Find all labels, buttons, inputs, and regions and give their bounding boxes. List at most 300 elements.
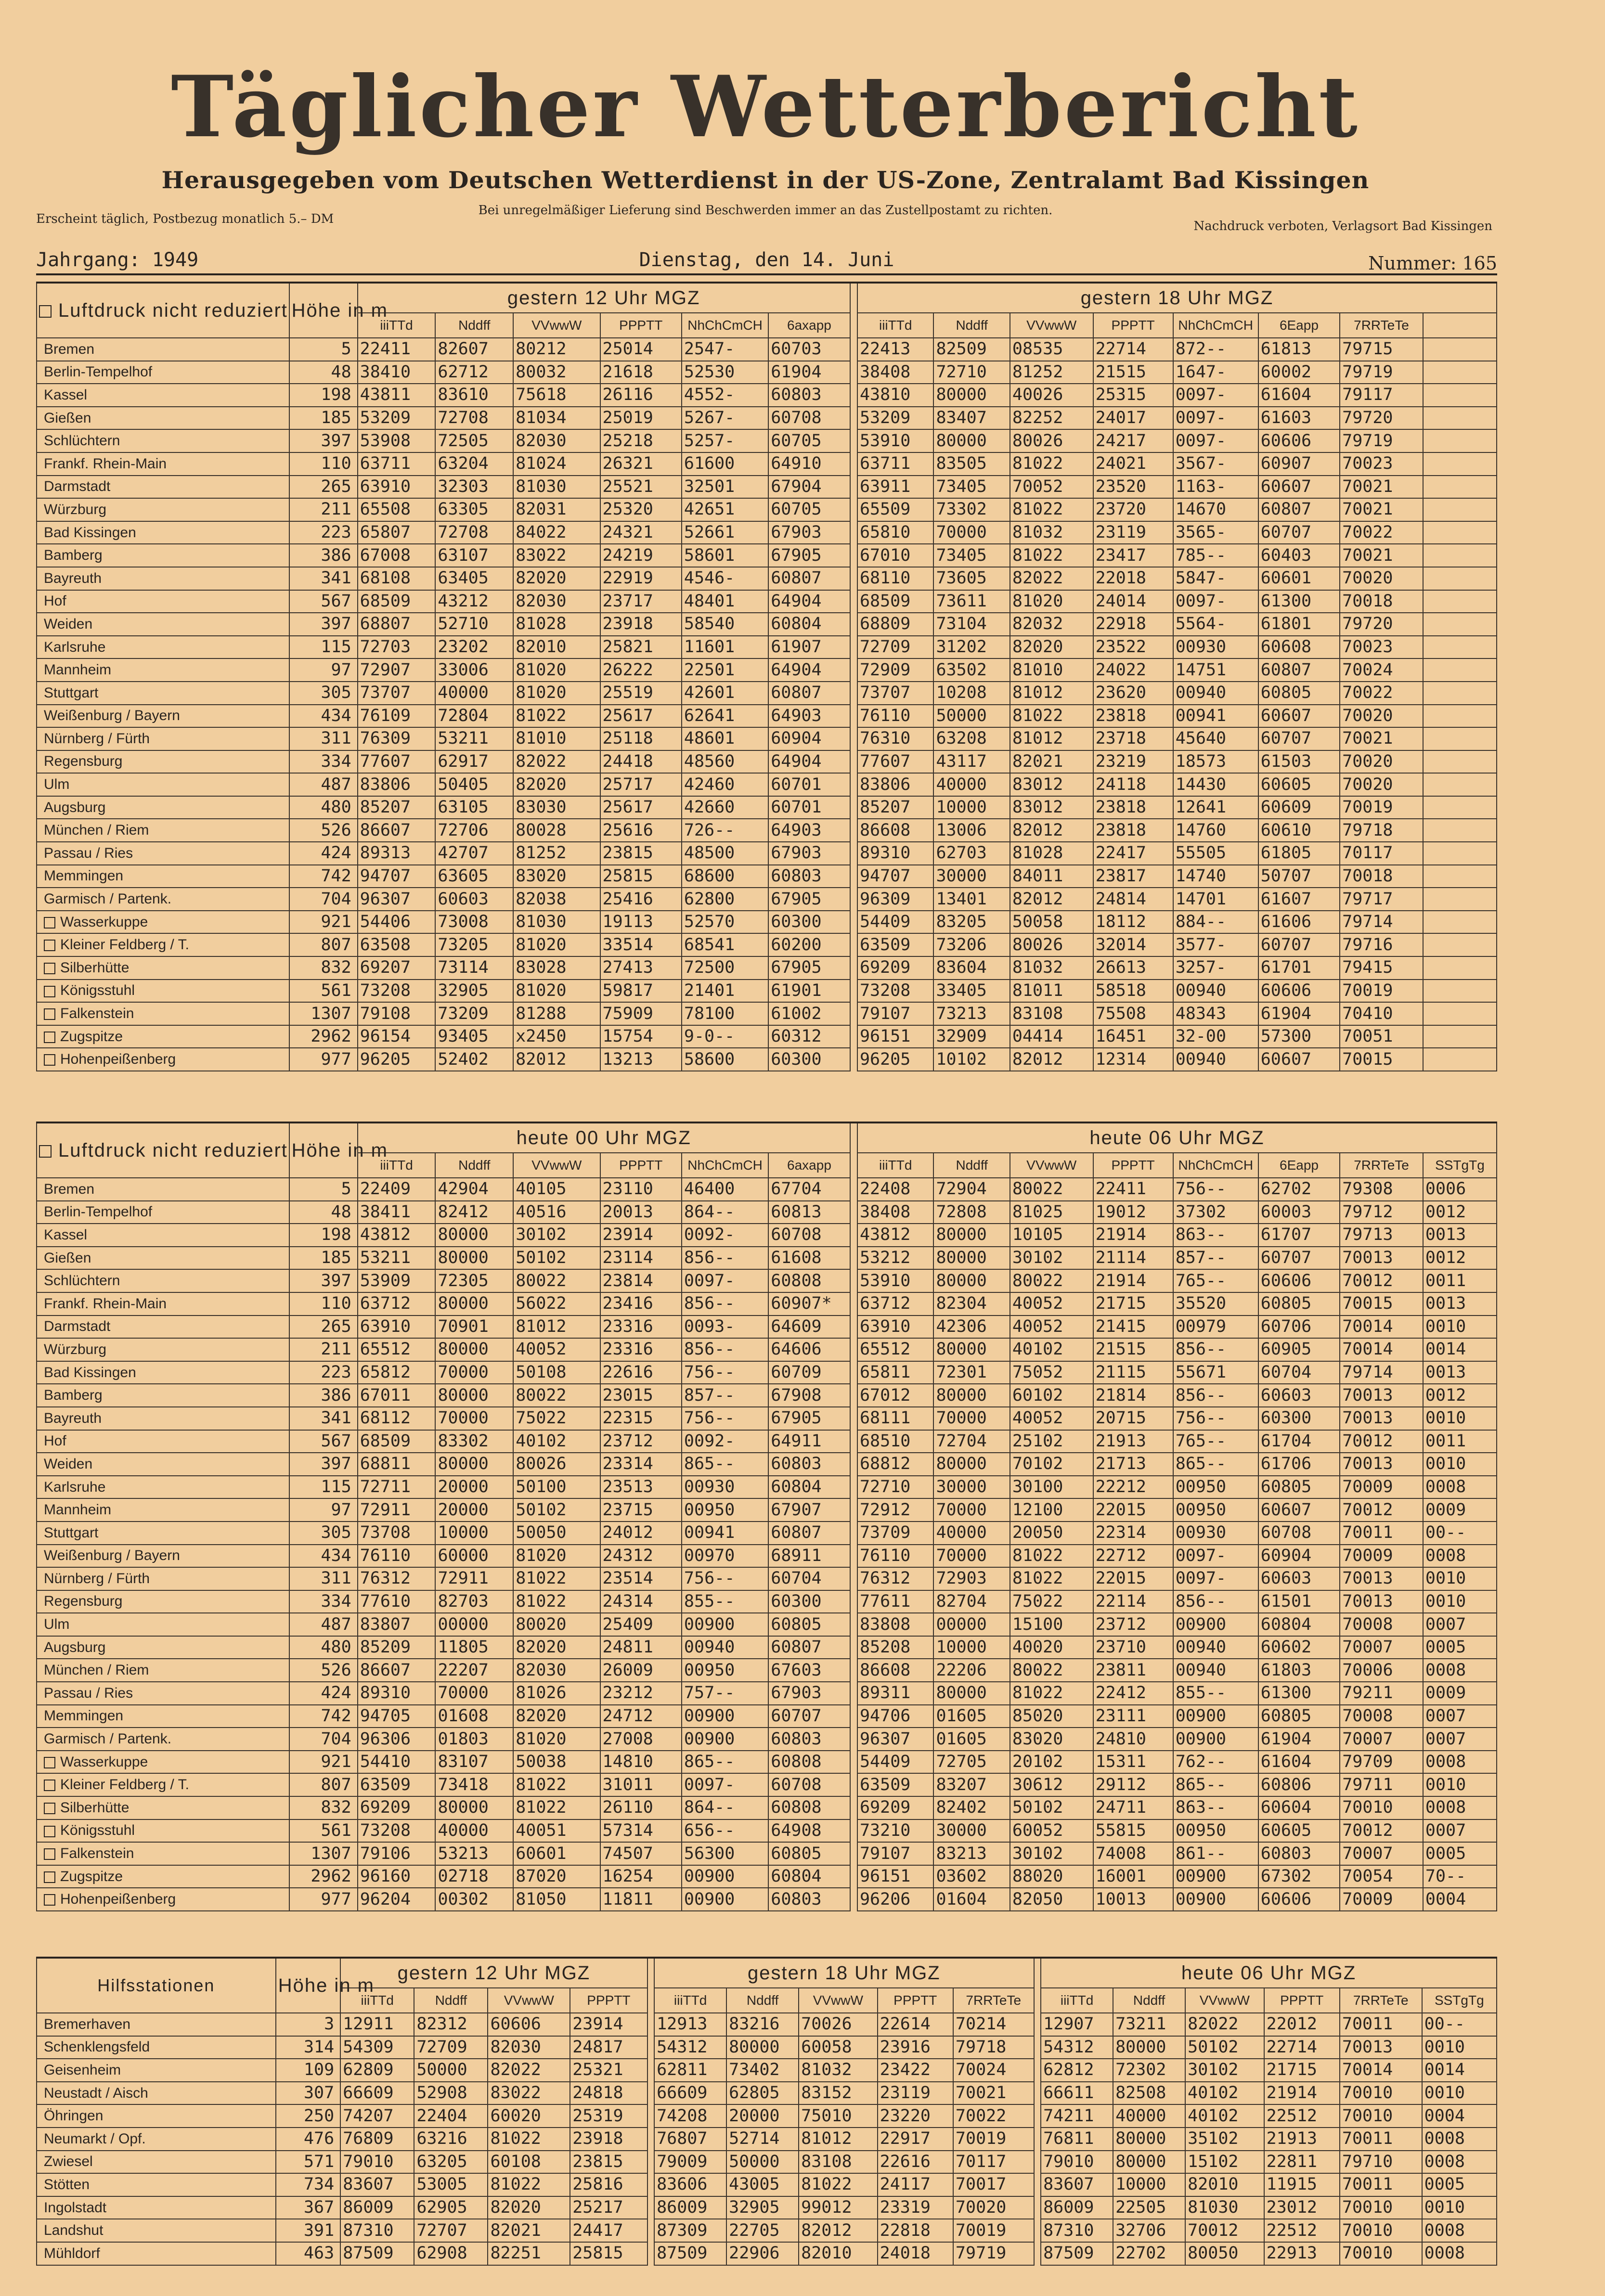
obs-value: 61707	[1258, 1224, 1340, 1247]
obs-value: 60806	[1258, 1773, 1340, 1796]
spacer	[1034, 1988, 1041, 2013]
obs-value: 61904	[768, 361, 850, 384]
obs-value: 61300	[1258, 1682, 1340, 1705]
obs-value: 77611	[857, 1590, 933, 1613]
obs-value: 70008	[1340, 1705, 1423, 1728]
spacer	[647, 1988, 654, 2013]
obs-value: 60708	[768, 407, 850, 430]
obs-value: 82020	[513, 773, 600, 796]
station-label: Passau / Ries	[44, 845, 133, 861]
spacer	[1034, 2151, 1041, 2174]
obs-value: 00941	[682, 1522, 768, 1545]
table-row	[37, 1590, 1497, 1613]
obs-value: 00940	[1173, 1048, 1258, 1071]
obs-value: 60003	[1258, 1201, 1340, 1224]
obs-value: 0007	[1423, 1819, 1497, 1843]
elevation: 977	[289, 1888, 358, 1911]
obs-value: 43812	[358, 1224, 436, 1247]
obs-value: 79010	[340, 2151, 414, 2174]
obs-value: 21515	[1093, 1338, 1173, 1361]
obs-value: 856--	[1173, 1384, 1258, 1407]
obs-value: 21814	[1093, 1384, 1173, 1407]
station-name	[37, 1728, 289, 1751]
obs-value: 84011	[1010, 865, 1093, 888]
obs-value: 23717	[600, 590, 682, 613]
obs-value: 74008	[1093, 1842, 1173, 1865]
table-row	[37, 1002, 1497, 1025]
obs-value: 01604	[933, 1888, 1010, 1911]
obs-value: 82012	[1010, 888, 1093, 911]
obs-value: 43117	[933, 750, 1010, 774]
obs-value: 85209	[358, 1636, 436, 1659]
elevation: 567	[289, 590, 358, 613]
obs-value: 69209	[857, 956, 933, 980]
obs-value: 81022	[513, 1796, 600, 1819]
obs-value: 25320	[600, 498, 682, 521]
obs-value: 14740	[1173, 865, 1258, 888]
spacer	[647, 2173, 654, 2196]
obs-value: 73707	[358, 682, 436, 705]
spacer	[647, 2242, 654, 2265]
obs-value: 81022	[488, 2128, 570, 2151]
obs-value: 43812	[857, 1224, 933, 1247]
obs-value: 60607	[1258, 705, 1340, 728]
spacer	[647, 2219, 654, 2242]
obs-value: 22917	[878, 2128, 953, 2151]
time-header: gestern 12 Uhr MGZ	[358, 283, 850, 313]
station-name	[37, 1842, 289, 1865]
elevation: 742	[289, 865, 358, 888]
obs-value: 00--	[1422, 2013, 1497, 2036]
table-row	[37, 1048, 1497, 1071]
obs-value: 31011	[600, 1773, 682, 1796]
obs-value: 53212	[857, 1247, 933, 1270]
obs-value: 82251	[488, 2242, 570, 2265]
elevation: 807	[289, 933, 358, 956]
obs-value: 0097-	[1173, 590, 1258, 613]
elevation-header: Höhe in m	[276, 1958, 341, 2013]
elevation: 109	[276, 2059, 341, 2082]
obs-value: 43212	[435, 590, 513, 613]
obs-value: 30102	[1185, 2059, 1264, 2082]
obs-value: 42651	[682, 498, 768, 521]
spacer	[850, 1476, 857, 1499]
obs-value: 82031	[513, 498, 600, 521]
obs-value: 81050	[513, 1888, 600, 1911]
obs-value: 70000	[933, 1407, 1010, 1430]
obs-value: 60705	[768, 429, 850, 452]
obs-value: 5257-	[682, 429, 768, 452]
obs-value: 00940	[1173, 682, 1258, 705]
page-title: Täglicher Wetterbericht	[171, 58, 1360, 156]
table-row	[37, 705, 1497, 728]
station-name	[37, 521, 289, 544]
obs-value: 96205	[358, 1048, 436, 1071]
empty-cell	[1423, 429, 1497, 452]
obs-value: 48401	[682, 590, 768, 613]
station-name	[37, 1796, 289, 1819]
obs-value: 23416	[600, 1292, 682, 1316]
station-label: Garmisch / Partenk.	[44, 1731, 172, 1747]
station-label: Geisenheim	[44, 2062, 121, 2078]
obs-value: 01803	[435, 1728, 513, 1751]
obs-value: 23119	[878, 2082, 953, 2105]
obs-value: 00941	[1173, 705, 1258, 728]
obs-value: 60108	[488, 2151, 570, 2174]
checkbox-icon	[39, 1145, 52, 1158]
obs-value: 83022	[488, 2082, 570, 2105]
obs-value: 42904	[435, 1178, 513, 1201]
obs-value: 63712	[857, 1292, 933, 1316]
code-header: NhChCmCH	[1173, 313, 1258, 338]
obs-value: 0010	[1422, 2082, 1497, 2105]
elevation: 434	[289, 705, 358, 728]
table-row	[37, 1498, 1497, 1522]
table-row	[37, 613, 1497, 636]
obs-value: 68807	[358, 613, 436, 636]
obs-value: 33514	[600, 933, 682, 956]
obs-value: 60707	[1258, 521, 1340, 544]
obs-value: 60708	[1258, 1522, 1340, 1545]
obs-value: 60300	[768, 911, 850, 934]
obs-value: 16254	[600, 1865, 682, 1888]
obs-value: 0013	[1423, 1224, 1497, 1247]
obs-value: 99012	[799, 2196, 877, 2219]
obs-value: 70022	[1340, 682, 1423, 705]
table-row	[37, 2013, 1497, 2036]
obs-value: 38408	[857, 1201, 933, 1224]
obs-value: 69207	[358, 956, 436, 980]
obs-value: 23119	[1093, 521, 1173, 544]
station-name	[37, 1888, 289, 1911]
elevation: 2962	[289, 1865, 358, 1888]
elevation: 341	[289, 1407, 358, 1430]
station-label: Regensburg	[44, 1593, 123, 1610]
obs-value: 81011	[1010, 980, 1093, 1003]
obs-value: 24712	[600, 1705, 682, 1728]
obs-value: 76811	[1041, 2128, 1113, 2151]
spacer	[647, 2082, 654, 2105]
spacer	[850, 796, 857, 819]
spacer	[850, 705, 857, 728]
station-label: Gießen	[44, 410, 91, 426]
obs-value: 81022	[1010, 1682, 1093, 1705]
obs-value: 81022	[513, 1567, 600, 1590]
obs-value: 60601	[513, 1842, 600, 1865]
obs-value: 96160	[358, 1865, 436, 1888]
obs-value: 60606	[1258, 429, 1340, 452]
code-header: 6Eapp	[1258, 313, 1340, 338]
obs-value: 22512	[1264, 2104, 1340, 2128]
station-label: Berlin-Tempelhof	[44, 364, 153, 380]
empty-cell	[1423, 613, 1497, 636]
obs-value: 62812	[1041, 2059, 1113, 2082]
obs-value: 70000	[933, 1498, 1010, 1522]
obs-value: 22207	[435, 1659, 513, 1682]
obs-value: 70019	[953, 2128, 1034, 2151]
obs-value: 70014	[1340, 1316, 1423, 1339]
time-header: heute 00 Uhr MGZ	[358, 1122, 850, 1153]
obs-value: 64903	[768, 705, 850, 728]
obs-value: 82010	[799, 2242, 877, 2265]
obs-value: 26222	[600, 658, 682, 682]
obs-value: 67903	[768, 1682, 850, 1705]
elevation: 832	[289, 1796, 358, 1819]
obs-value: 70009	[1340, 1476, 1423, 1499]
station-name	[37, 1316, 289, 1339]
obs-value: 50102	[1010, 1796, 1093, 1819]
obs-value: 75618	[513, 384, 600, 407]
obs-value: 60805	[1258, 1705, 1340, 1728]
obs-value: 22505	[1113, 2196, 1185, 2219]
obs-value: 60607	[1258, 1498, 1340, 1522]
station-name	[37, 1048, 289, 1071]
obs-value: 22012	[1264, 2013, 1340, 2036]
obs-value: 65812	[358, 1361, 436, 1384]
obs-value: 70020	[953, 2196, 1034, 2219]
table-row	[37, 452, 1497, 476]
obs-value: 84022	[513, 521, 600, 544]
spacer	[850, 750, 857, 774]
station-label: Augsburg	[44, 1639, 106, 1655]
station-label: Neustadt / Aisch	[44, 2085, 148, 2101]
obs-value: 0005	[1423, 1842, 1497, 1865]
code-header: 7RRTeTe	[1340, 1988, 1422, 2013]
obs-value: 22018	[1093, 567, 1173, 590]
empty-cell	[1423, 338, 1497, 361]
obs-value: 23718	[1093, 727, 1173, 750]
code-header: iiiTTd	[857, 313, 933, 338]
obs-value: 61604	[1258, 384, 1340, 407]
obs-value: 23522	[1093, 636, 1173, 659]
obs-value: 22906	[726, 2242, 799, 2265]
spacer	[850, 1269, 857, 1292]
spacer	[850, 1498, 857, 1522]
obs-value: 79308	[1340, 1178, 1423, 1201]
obs-value: 70000	[435, 1682, 513, 1705]
obs-value: 68809	[857, 613, 933, 636]
table-row	[37, 590, 1497, 613]
obs-value: 67011	[358, 1384, 436, 1407]
table-row	[37, 933, 1497, 956]
obs-value: 24314	[600, 1590, 682, 1613]
obs-value: 857--	[682, 1384, 768, 1407]
obs-value: 30612	[1010, 1773, 1093, 1796]
obs-value: 22314	[1093, 1522, 1173, 1545]
station-name	[37, 1338, 289, 1361]
obs-value: 756--	[682, 1361, 768, 1384]
obs-value: 73418	[435, 1773, 513, 1796]
obs-value: 70011	[1340, 2128, 1422, 2151]
obs-value: 80026	[513, 1453, 600, 1476]
obs-value: 25815	[570, 2242, 647, 2265]
obs-value: 24810	[1093, 1728, 1173, 1751]
elevation: 5	[289, 338, 358, 361]
obs-value: 81026	[513, 1682, 600, 1705]
station-label: Regensburg	[44, 753, 123, 770]
spacer	[850, 1384, 857, 1407]
checkbox-icon	[44, 1803, 55, 1814]
obs-value: 22408	[857, 1178, 933, 1201]
code-header: Nddff	[726, 1988, 799, 2013]
obs-value: 40000	[933, 773, 1010, 796]
header-rule	[36, 273, 1497, 275]
obs-value: 87509	[340, 2242, 414, 2265]
obs-value: 22404	[414, 2104, 488, 2128]
obs-value: 81022	[1010, 452, 1093, 476]
obs-value: 70006	[1340, 1659, 1423, 1682]
issue-info-bar	[36, 243, 1497, 277]
station-label: Frankf. Rhein-Main	[44, 455, 167, 472]
elevation: 198	[289, 384, 358, 407]
elevation: 391	[276, 2219, 341, 2242]
station-name	[37, 1751, 289, 1774]
obs-value: 60403	[1258, 544, 1340, 567]
station-name	[37, 727, 289, 750]
checkbox-icon	[44, 1008, 55, 1020]
obs-value: 12907	[1041, 2013, 1113, 2036]
obs-value: 72505	[435, 429, 513, 452]
obs-value: 61803	[1258, 1659, 1340, 1682]
obs-value: 63711	[358, 452, 436, 476]
obs-value: 857--	[1173, 1247, 1258, 1270]
obs-value: 23914	[570, 2013, 647, 2036]
obs-value: 80000	[435, 1292, 513, 1316]
obs-value: 00302	[435, 1888, 513, 1911]
elevation: 921	[289, 911, 358, 934]
obs-value: 55671	[1173, 1361, 1258, 1384]
elevation: 434	[289, 1545, 358, 1568]
station-label: Bremen	[44, 341, 95, 357]
obs-value: 20000	[435, 1476, 513, 1499]
spacer	[850, 1590, 857, 1613]
table-row	[37, 773, 1497, 796]
station-label: Bremen	[44, 1181, 95, 1197]
spacer	[647, 2036, 654, 2059]
obs-value: 23818	[1093, 819, 1173, 842]
table-row	[37, 2082, 1497, 2105]
obs-value: 60804	[1258, 1613, 1340, 1636]
obs-value: 58601	[682, 544, 768, 567]
obs-value: 60808	[768, 1269, 850, 1292]
obs-value: 70023	[1340, 452, 1423, 476]
obs-value: 96151	[857, 1865, 933, 1888]
station-label: Hof	[44, 593, 66, 609]
table-row	[37, 636, 1497, 659]
obs-value: 74208	[654, 2104, 726, 2128]
obs-value: 11601	[682, 636, 768, 659]
obs-value: 75010	[799, 2104, 877, 2128]
obs-value: 70901	[435, 1316, 513, 1339]
obs-value: 60609	[1258, 796, 1340, 819]
station-label: Hohenpeißenberg	[60, 1051, 176, 1068]
obs-value: 83022	[513, 544, 600, 567]
obs-value: 58600	[682, 1048, 768, 1071]
obs-value: 29112	[1093, 1773, 1173, 1796]
obs-value: 0012	[1423, 1384, 1497, 1407]
obs-value: 27008	[600, 1728, 682, 1751]
obs-value: 82022	[1010, 567, 1093, 590]
obs-value: 64606	[768, 1338, 850, 1361]
spacer	[850, 476, 857, 499]
obs-value: 72709	[414, 2036, 488, 2059]
elevation: 561	[289, 1819, 358, 1843]
obs-value: 53209	[857, 407, 933, 430]
obs-value: 50102	[513, 1498, 600, 1522]
elevation: 463	[276, 2242, 341, 2265]
obs-value: 70022	[953, 2104, 1034, 2128]
obs-value: 856--	[1173, 1590, 1258, 1613]
table-row	[37, 1682, 1497, 1705]
obs-value: 00950	[682, 1659, 768, 1682]
obs-value: 80000	[726, 2036, 799, 2059]
obs-value: 30000	[933, 1819, 1010, 1843]
obs-value: 70012	[1340, 1269, 1423, 1292]
obs-value: 21914	[1093, 1224, 1173, 1247]
obs-value: 73205	[435, 933, 513, 956]
table-row	[37, 2219, 1497, 2242]
table-row	[37, 2104, 1497, 2128]
obs-value: 53211	[435, 727, 513, 750]
obs-value: 856--	[682, 1338, 768, 1361]
obs-value: 81032	[1010, 521, 1093, 544]
obs-value: 0010	[1423, 1316, 1497, 1339]
obs-value: 23202	[435, 636, 513, 659]
obs-value: 0013	[1423, 1361, 1497, 1384]
obs-value: 81020	[513, 658, 600, 682]
obs-value: 25315	[1093, 384, 1173, 407]
obs-value: 22411	[358, 338, 436, 361]
obs-value: 83806	[857, 773, 933, 796]
obs-value: 60707	[768, 1705, 850, 1728]
obs-value: 70051	[1340, 1025, 1423, 1048]
obs-value: 60707	[1258, 1247, 1340, 1270]
obs-value: 82038	[513, 888, 600, 911]
obs-value: 63910	[857, 1316, 933, 1339]
obs-value: 63105	[435, 796, 513, 819]
spacer	[850, 658, 857, 682]
obs-value: 73206	[933, 933, 1010, 956]
code-header: NhChCmCH	[1173, 1153, 1258, 1178]
obs-value: 87020	[513, 1865, 600, 1888]
obs-value: 61606	[1258, 911, 1340, 934]
obs-value: 80022	[1010, 1269, 1093, 1292]
obs-value: 72709	[857, 636, 933, 659]
obs-value: 83607	[1041, 2173, 1113, 2196]
spacer	[850, 1048, 857, 1071]
elevation: 386	[289, 544, 358, 567]
spacer	[1034, 2013, 1041, 2036]
obs-value: 70007	[1340, 1728, 1423, 1751]
obs-value: 74507	[600, 1842, 682, 1865]
spacer	[850, 1247, 857, 1270]
obs-value: 80050	[1185, 2242, 1264, 2265]
obs-value: 22712	[1093, 1545, 1173, 1568]
obs-value: 64908	[768, 1819, 850, 1843]
station-label: Neumarkt / Opf.	[44, 2130, 146, 2147]
obs-value: 60805	[1258, 682, 1340, 705]
obs-value: 855--	[1173, 1682, 1258, 1705]
obs-value: 70011	[1340, 2173, 1422, 2196]
obs-value: 872--	[1173, 338, 1258, 361]
obs-value: 23818	[1093, 796, 1173, 819]
table-row	[37, 2036, 1497, 2059]
obs-value: 14810	[600, 1751, 682, 1774]
empty-cell	[1423, 590, 1497, 613]
obs-value: 64903	[768, 819, 850, 842]
obs-value: 81030	[513, 911, 600, 934]
obs-value: 80000	[435, 1384, 513, 1407]
